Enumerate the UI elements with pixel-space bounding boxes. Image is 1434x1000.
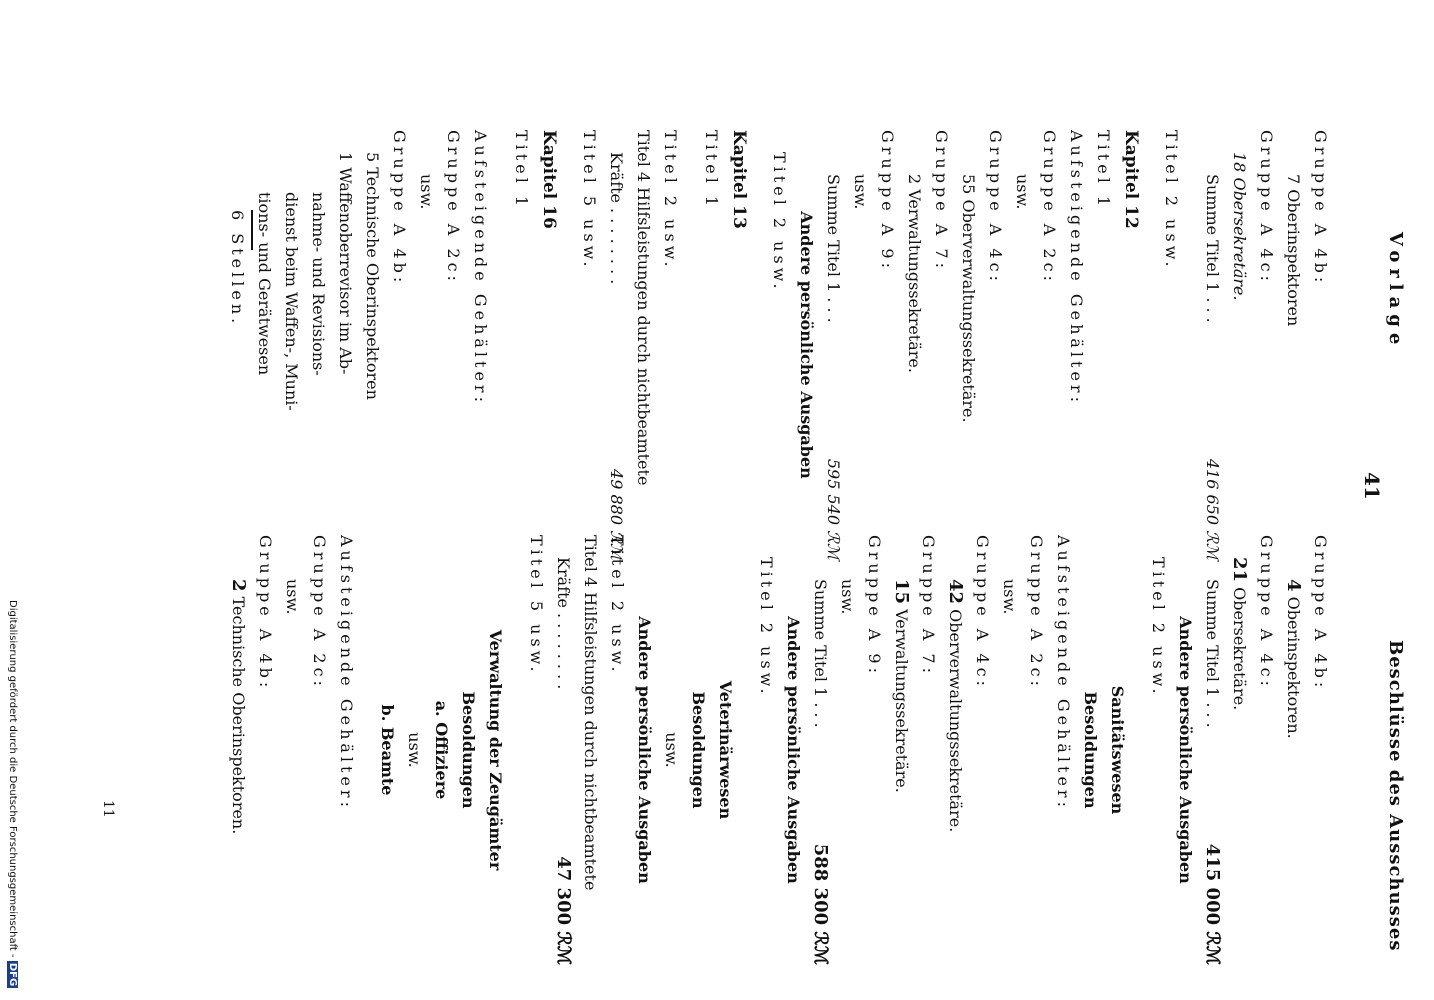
left-column-title: Vorlage — [1385, 232, 1406, 351]
line-text: 55 Oberverwaltungssekretäre. — [959, 174, 978, 423]
amount-value: 415 000 ℛℳ — [1202, 843, 1223, 965]
line-text: Titel 2 usw. — [1149, 557, 1168, 698]
section-heading-text: Besoldungen — [1081, 691, 1100, 809]
text-line — [766, 130, 793, 560]
section-heading-text: Verwaltung der Zeugämter — [486, 629, 505, 871]
text-line — [874, 130, 901, 560]
text-line — [278, 130, 305, 560]
line-text: tions- und Gerätwesen — [255, 192, 274, 376]
left-column-vorlage — [224, 130, 1334, 560]
section-heading — [482, 535, 509, 965]
line-text: Gruppe A 4c: — [1257, 130, 1276, 285]
text-line — [440, 130, 467, 560]
count-number: 21 — [1229, 557, 1250, 583]
section-heading — [780, 535, 807, 965]
line-text: Gruppe A 9: — [865, 535, 884, 677]
line-text: Titel 2 usw. — [757, 557, 776, 698]
section-heading-text: Besoldungen — [689, 691, 708, 809]
chapter-heading-text: Kapitel 13 — [729, 130, 749, 229]
text-line — [305, 130, 332, 560]
dfg-logo: DFG — [7, 962, 18, 987]
line-text: Titel 2 usw. — [1162, 130, 1181, 271]
line-text: Titel 2 usw. — [661, 130, 680, 271]
line-text: Summe Titel 1 . . . — [811, 579, 830, 728]
text-line — [359, 130, 386, 560]
line-text: Kräfte . . . . . . . . — [607, 152, 626, 285]
line-text: 6 Stellen. — [228, 210, 247, 328]
text-line — [1280, 535, 1307, 965]
text-line — [1226, 535, 1253, 965]
text-line — [888, 535, 915, 965]
line-text: Titel 1 — [512, 130, 531, 211]
spacer — [1131, 535, 1145, 965]
sum-rule — [251, 210, 253, 250]
text-line — [224, 130, 251, 560]
line-text: usw. — [851, 174, 870, 210]
line-text: Aufsteigende Gehälter: — [337, 535, 356, 811]
budget-line — [820, 130, 847, 560]
line-text: Gruppe A 7: — [932, 130, 951, 272]
text-line — [982, 130, 1009, 560]
budget-line — [603, 130, 630, 560]
budget-line — [1199, 535, 1226, 965]
line-text: usw. — [283, 579, 302, 615]
text-line — [698, 130, 725, 560]
amount-value: 588 300 ℛℳ — [810, 843, 831, 965]
line-text: Gruppe A 2c: — [310, 535, 329, 690]
section-heading-text: Andere persönliche Ausgaben — [797, 211, 816, 479]
line-text: 1 Waffenoberrevisor im Ab- — [336, 152, 355, 375]
section-heading — [1104, 535, 1131, 965]
line-text: Aufsteigende Gehälter: — [1054, 535, 1073, 811]
centered-line — [401, 535, 428, 965]
text-line — [523, 535, 550, 965]
spacer — [1144, 130, 1158, 560]
text-line — [1009, 130, 1036, 560]
line-text: usw. — [1013, 174, 1032, 210]
count-number: 4 — [1283, 579, 1304, 592]
section-heading-text: a. Offiziere — [432, 700, 451, 800]
line-text: 18 Obersekretäre. — [1230, 152, 1249, 301]
text-line — [955, 130, 982, 560]
count-number: 15 — [891, 579, 912, 605]
spacer — [494, 130, 508, 560]
text-line — [413, 130, 440, 560]
text-line — [1023, 535, 1050, 965]
section-heading — [1077, 535, 1104, 965]
line-text: dienst beim Waffen-, Muni- — [282, 192, 301, 411]
text-line — [279, 535, 306, 965]
section-heading — [374, 535, 401, 965]
line-text: Summe Titel 1 . . . — [1203, 579, 1222, 728]
section-heading-text: Sanitätswesen — [1108, 685, 1127, 815]
text-line — [467, 130, 494, 560]
text-line — [1063, 130, 1090, 560]
line-text: Aufsteigende Gehälter: — [471, 130, 490, 406]
text-line — [332, 130, 359, 560]
line-text: Gruppe A 2c: — [444, 130, 463, 285]
line-text: Gruppe A 4c: — [1257, 535, 1276, 690]
section-heading-text: Andere persönliche Ausgaben — [784, 616, 803, 884]
line-text: 15 Verwaltungssekretäre. — [891, 579, 912, 793]
line-text: Summe Titel 1 . . . — [824, 174, 843, 323]
digitization-note — [7, 600, 18, 1000]
text-line — [604, 535, 631, 965]
line-text: 42 Oberverwaltungssekretäre. — [945, 579, 966, 833]
budget-line — [550, 535, 577, 965]
line-text: usw. — [417, 174, 436, 210]
text-line — [861, 535, 888, 965]
section-heading — [1172, 535, 1199, 965]
line-text: Gruppe A 9: — [878, 130, 897, 272]
line-text: Summe Titel 1 . . . — [1203, 174, 1222, 323]
text-line — [333, 535, 360, 965]
text-line — [1307, 535, 1334, 965]
text-line — [834, 535, 861, 965]
line-text: Titel 1 — [1094, 130, 1113, 211]
text-line — [1253, 130, 1280, 560]
text-line — [576, 130, 603, 560]
line-text: 2 Verwaltungssekretäre. — [905, 174, 924, 373]
spacer — [684, 130, 698, 560]
text-line — [1307, 130, 1334, 560]
text-line — [306, 535, 333, 965]
line-text: Gruppe A 7: — [919, 535, 938, 677]
line-text: Gruppe A 4b: — [1311, 535, 1330, 692]
line-text: Gruppe A 4c: — [986, 130, 1005, 285]
spacer — [509, 535, 523, 965]
centered-line — [658, 535, 685, 965]
chapter-heading-text: Kapitel 16 — [539, 130, 559, 229]
text-line — [1090, 130, 1117, 560]
text-line — [386, 130, 413, 560]
line-text: Titel 4 Hilfsleistungen durch nichtbeamtete — [581, 535, 600, 891]
line-text: 21 Obersekretäre. — [1229, 557, 1250, 711]
line-text: Titel 2 usw. — [608, 535, 627, 676]
chapter-heading-text: Kapitel 12 — [1121, 130, 1141, 229]
line-text: usw. — [1000, 579, 1019, 615]
budget-line — [807, 535, 834, 965]
section-heading — [685, 535, 712, 965]
section-heading-text: b. Beamte — [378, 704, 397, 796]
line-text: Titel 5 usw. — [527, 535, 546, 676]
section-heading — [428, 535, 455, 965]
spacer — [360, 535, 374, 965]
text-line — [1036, 130, 1063, 560]
section-heading — [793, 130, 820, 560]
budget-line — [630, 130, 657, 560]
line-text: Gruppe A 2c: — [1027, 535, 1046, 690]
text-line — [915, 535, 942, 965]
text-line — [969, 535, 996, 965]
count-number: 42 — [945, 579, 966, 605]
text-line — [225, 535, 252, 965]
text-line — [847, 130, 874, 560]
text-line — [1158, 130, 1185, 560]
line-text: 5 Technische Oberinspektoren — [363, 152, 382, 400]
section-heading-text: Andere persönliche Ausgaben — [635, 616, 654, 884]
amount-value: 47 300 ℛℳ — [553, 856, 574, 965]
text-line — [1050, 535, 1077, 965]
text-line — [942, 535, 969, 965]
line-text: Aufsteigende Gehälter: — [1067, 130, 1086, 406]
text-line — [1253, 535, 1280, 965]
chapter-heading — [725, 130, 752, 560]
sheet-number: 11 — [100, 800, 116, 818]
text-line — [251, 130, 278, 560]
line-text: usw. — [838, 579, 857, 615]
line-text: 7 Oberinspektoren — [1284, 174, 1303, 327]
line-text: Gruppe A 4b: — [1311, 130, 1330, 287]
amount-value: 416 650 ℛℳ — [1203, 458, 1222, 560]
line-text: Titel 5 usw. — [580, 130, 599, 271]
amount-value: 595 540 ℛℳ — [824, 458, 843, 560]
line-text: Gruppe A 4b: — [256, 535, 275, 692]
section-heading-text: Andere persönliche Ausgaben — [1176, 616, 1195, 884]
line-text: Kräfte . . . . . . . . — [554, 557, 573, 690]
line-text: Gruppe A 4c: — [973, 535, 992, 690]
line-text: Gruppe A 2c: — [1040, 130, 1059, 285]
page-number: 41 — [1360, 472, 1384, 500]
right-column-beschluesse — [225, 535, 1334, 965]
right-column-title: Beschlüsse des Ausschusses — [1385, 640, 1406, 952]
budget-line — [577, 535, 604, 965]
budget-line — [1199, 130, 1226, 560]
line-text: 4 Oberinspektoren. — [1283, 579, 1304, 739]
line-text: Titel 2 usw. — [770, 152, 789, 293]
text-line — [657, 130, 684, 560]
line-text: Gruppe A 4b: — [390, 130, 409, 287]
section-heading — [455, 535, 482, 965]
section-heading — [712, 535, 739, 965]
line-text: Titel 1 — [702, 130, 721, 211]
text-line — [753, 535, 780, 965]
text-line — [508, 130, 535, 560]
section-heading-text: Besoldungen — [459, 691, 478, 809]
digitization-note-text: Digitalisierung gefördert durch die Deutsche Forschungsgemeinschaft - — [7, 600, 18, 958]
centered-line-text: usw. — [662, 732, 681, 768]
centered-line-text: usw. — [405, 732, 424, 768]
spacer — [739, 535, 753, 965]
chapter-heading — [1117, 130, 1144, 560]
count-number: 2 — [228, 579, 249, 592]
section-heading-text: Veterinärwesen — [716, 680, 735, 820]
text-line — [252, 535, 279, 965]
text-line — [901, 130, 928, 560]
text-line — [1280, 130, 1307, 560]
spacer — [562, 130, 576, 560]
text-line — [1226, 130, 1253, 560]
amount-value: 49 880 ℛℳ — [607, 469, 626, 560]
spacer — [1185, 130, 1199, 560]
text-line — [1145, 535, 1172, 965]
section-heading — [631, 535, 658, 965]
text-line — [928, 130, 955, 560]
spacer — [752, 130, 766, 560]
line-text: Titel 4 Hilfsleistungen durch nichtbeamtete — [634, 130, 653, 486]
chapter-heading — [535, 130, 562, 560]
text-line — [996, 535, 1023, 965]
line-text: nahme- und Revisions- — [309, 192, 328, 376]
line-text: 2 Technische Oberinspektoren. — [228, 579, 249, 835]
